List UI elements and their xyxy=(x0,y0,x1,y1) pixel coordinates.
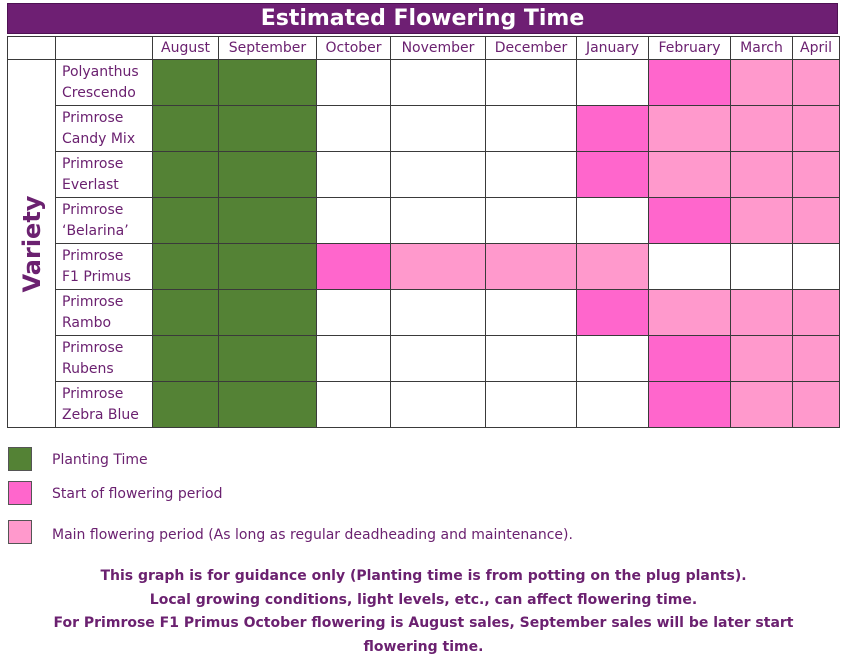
period-cell-main xyxy=(391,244,486,290)
variety-axis-label xyxy=(8,60,56,428)
period-cell-plant xyxy=(153,244,219,290)
period-cell-main xyxy=(649,106,731,152)
period-cell-plant xyxy=(219,106,317,152)
period-cell-empty xyxy=(391,198,486,244)
period-cell-main xyxy=(793,336,840,382)
note-line-3: For Primrose F1 Primus October flowering is August sales, September sales will be later start xyxy=(53,615,794,631)
legend-main-label: Main flowering period (As long as regular deadheading and maintenance). xyxy=(52,527,573,543)
period-cell-plant xyxy=(153,198,219,244)
variety-name-line2: Everlast xyxy=(62,176,119,193)
period-cell-start xyxy=(649,198,731,244)
period-cell-plant xyxy=(219,198,317,244)
period-cell-empty xyxy=(391,60,486,106)
variety-row xyxy=(8,290,840,336)
period-cell-empty xyxy=(391,106,486,152)
period-cell-start xyxy=(577,152,649,198)
period-cell-plant xyxy=(219,290,317,336)
period-cell-start xyxy=(649,60,731,106)
period-cell-main xyxy=(793,198,840,244)
variety-name xyxy=(56,198,153,244)
legend-planting xyxy=(8,447,148,471)
variety-name-line2: ‘Belarina’ xyxy=(62,222,129,239)
variety-name-line2: Crescendo xyxy=(62,84,136,101)
period-cell-plant xyxy=(219,152,317,198)
period-cell-empty xyxy=(391,336,486,382)
variety-name-line1: Primrose xyxy=(62,155,124,172)
variety-name xyxy=(56,106,153,152)
variety-row xyxy=(8,60,840,106)
variety-row xyxy=(8,198,840,244)
period-cell-empty xyxy=(486,336,577,382)
variety-name xyxy=(56,152,153,198)
variety-name xyxy=(56,60,153,106)
month-header: November xyxy=(391,37,486,60)
period-cell-empty xyxy=(793,244,840,290)
period-cell-empty xyxy=(391,152,486,198)
period-cell-main xyxy=(793,152,840,198)
period-cell-start xyxy=(577,106,649,152)
period-cell-main xyxy=(731,60,793,106)
variety-name xyxy=(56,382,153,428)
period-cell-empty xyxy=(577,336,649,382)
period-cell-empty xyxy=(391,382,486,428)
period-cell-main xyxy=(793,382,840,428)
variety-row xyxy=(8,382,840,428)
period-cell-empty xyxy=(317,198,391,244)
variety-row xyxy=(8,106,840,152)
period-cell-empty xyxy=(577,198,649,244)
period-cell-empty xyxy=(317,152,391,198)
legend-planting-swatch xyxy=(8,447,32,471)
period-cell-empty xyxy=(486,152,577,198)
period-cell-plant xyxy=(153,106,219,152)
period-cell-main xyxy=(731,336,793,382)
variety-name xyxy=(56,336,153,382)
period-cell-empty xyxy=(486,60,577,106)
period-cell-main xyxy=(793,290,840,336)
period-cell-main xyxy=(793,106,840,152)
period-cell-empty xyxy=(577,382,649,428)
period-cell-plant xyxy=(153,60,219,106)
variety-name-line1: Primrose xyxy=(62,247,124,264)
period-cell-empty xyxy=(486,106,577,152)
note-line-1: This graph is for guidance only (Planting time is from potting on the plug plants). xyxy=(100,568,747,584)
period-cell-empty xyxy=(317,382,391,428)
month-header: August xyxy=(153,37,219,60)
note-line-2: Local growing conditions, light levels, etc., can affect flowering time. xyxy=(149,591,698,608)
flowering-table xyxy=(7,36,840,428)
variety-name xyxy=(56,244,153,290)
period-cell-empty xyxy=(317,336,391,382)
period-cell-main xyxy=(649,152,731,198)
period-cell-start xyxy=(649,336,731,382)
period-cell-main xyxy=(793,60,840,106)
variety-axis-text: Variety xyxy=(17,195,46,292)
month-header: January xyxy=(577,37,649,60)
month-header: February xyxy=(649,37,731,60)
period-cell-start xyxy=(649,382,731,428)
corner-cell xyxy=(8,37,56,60)
variety-name xyxy=(56,290,153,336)
month-header: April xyxy=(793,37,840,60)
variety-header-cell xyxy=(56,37,153,60)
legend-main xyxy=(8,520,573,544)
period-cell-empty xyxy=(486,290,577,336)
legend-planting-label: Planting Time xyxy=(52,452,148,468)
period-cell-plant xyxy=(153,382,219,428)
period-cell-main xyxy=(577,244,649,290)
variety-name-line1: Polyanthus xyxy=(62,63,139,80)
legend-start-label: Start of flowering period xyxy=(52,486,223,502)
period-cell-plant xyxy=(219,336,317,382)
variety-name-line2: Candy Mix xyxy=(62,130,136,147)
period-cell-plant xyxy=(153,290,219,336)
variety-row xyxy=(8,244,840,290)
period-cell-main xyxy=(731,382,793,428)
period-cell-empty xyxy=(486,198,577,244)
period-cell-plant xyxy=(219,60,317,106)
period-cell-main xyxy=(649,290,731,336)
variety-name-line1: Primrose xyxy=(62,339,124,356)
period-cell-plant xyxy=(219,382,317,428)
month-header: October xyxy=(317,37,391,60)
period-cell-main xyxy=(731,290,793,336)
month-header: December xyxy=(486,37,577,60)
period-cell-empty xyxy=(486,382,577,428)
period-cell-empty xyxy=(391,290,486,336)
period-cell-plant xyxy=(153,152,219,198)
period-cell-empty xyxy=(317,290,391,336)
variety-name-line1: Primrose xyxy=(62,109,124,126)
period-cell-empty xyxy=(317,106,391,152)
guidance-note xyxy=(20,565,827,659)
variety-name-line2: Rubens xyxy=(62,360,114,377)
legend-main-swatch xyxy=(8,520,32,544)
variety-row xyxy=(8,336,840,382)
month-header: March xyxy=(731,37,793,60)
legend-start-swatch xyxy=(8,481,32,505)
variety-name-line2: Rambo xyxy=(62,314,112,331)
period-cell-start xyxy=(577,290,649,336)
variety-name-line2: Zebra Blue xyxy=(62,406,139,423)
month-header: September xyxy=(219,37,317,60)
period-cell-plant xyxy=(153,336,219,382)
variety-name-line1: Primrose xyxy=(62,293,124,310)
note-line-4: flowering time. xyxy=(363,638,484,655)
legend-start xyxy=(8,481,223,505)
variety-name-line2: F1 Primus xyxy=(62,268,132,285)
period-cell-empty xyxy=(731,244,793,290)
period-cell-empty xyxy=(649,244,731,290)
variety-name-line1: Primrose xyxy=(62,201,124,218)
period-cell-main xyxy=(731,198,793,244)
period-cell-empty xyxy=(317,60,391,106)
period-cell-main xyxy=(486,244,577,290)
variety-row xyxy=(8,152,840,198)
period-cell-main xyxy=(731,152,793,198)
month-header-row xyxy=(8,37,840,60)
period-cell-main xyxy=(731,106,793,152)
period-cell-plant xyxy=(219,244,317,290)
variety-name-line1: Primrose xyxy=(62,385,124,402)
chart-title: Estimated Flowering Time xyxy=(7,3,838,34)
period-cell-start xyxy=(317,244,391,290)
period-cell-empty xyxy=(577,60,649,106)
